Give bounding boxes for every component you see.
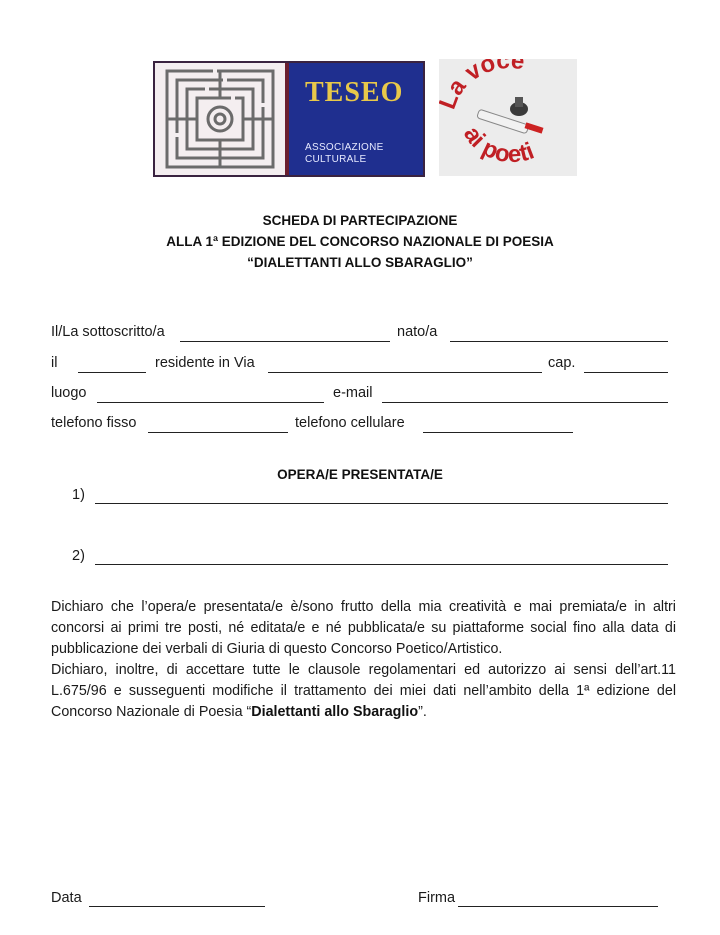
opera-2-field[interactable]	[95, 564, 668, 565]
contest-edition-heading: ALLA 1ª EDIZIONE DEL CONCORSO NAZIONALE DI POESIA	[166, 234, 554, 249]
teseo-logo	[153, 61, 425, 177]
teseo-wordmark: TESEO	[305, 77, 404, 108]
nato-label: nato/a	[397, 324, 438, 340]
residente-label: residente in Via	[155, 355, 255, 371]
declaration-text	[51, 597, 676, 723]
tel-fisso-label: telefono fisso	[51, 415, 137, 431]
svg-text:ai poeti: ai poeti	[458, 121, 538, 169]
declaration-paragraph-2: Dichiaro, inoltre, di accettare tutte le clausole regolamentari ed autorizzo ai sensi dell’art.11 L.675/96 e susseguenti modifiche il trattamento dei miei dati nell’ambito della 1ª edizione del Concorso Nazionale di Poesia “Dialettanti allo Sbaraglio”.	[51, 662, 676, 720]
opera-1-label: 1)	[72, 487, 85, 503]
sottoscritto-field[interactable]	[180, 341, 390, 342]
contest-name-bold: Dialettanti allo Sbaraglio	[251, 704, 419, 720]
tel-fisso-field[interactable]	[148, 432, 288, 433]
firma-field[interactable]	[458, 906, 658, 907]
via-field[interactable]	[268, 372, 542, 373]
il-label: il	[51, 355, 58, 371]
email-field[interactable]	[382, 402, 668, 403]
luogo-label: luogo	[51, 385, 87, 401]
opera-1-field[interactable]	[95, 503, 668, 504]
opere-title: OPERA/E PRESENTATA/E	[277, 467, 443, 482]
la-voce-ai-poeti-logo	[439, 59, 577, 176]
svg-text:La voce: a voce	[441, 59, 526, 101]
data-label: Data	[51, 890, 82, 906]
cap-field[interactable]	[584, 372, 668, 373]
form-title: SCHEDA DI PARTECIPAZIONE	[262, 213, 458, 228]
tel-cell-label: telefono cellulare	[295, 415, 405, 431]
email-label: e-mail	[333, 385, 373, 401]
luogo-field[interactable]	[97, 402, 324, 403]
declaration-paragraph-1: Dichiaro che l’opera/e presentata/e è/sono frutto della mia creatività e mai premiata/e in altri concorsi ai primi tre posti, né editata/e e né pubblicata/e su piattaforme social fino alla data di pubblicazione dei verbali di Giuria di questo Concorso Poetico/Artistico.	[51, 599, 676, 657]
firma-label: Firma	[418, 890, 456, 906]
cap-label: cap.	[548, 355, 576, 371]
labyrinth-icon	[155, 63, 289, 175]
opera-2-label: 2)	[72, 548, 85, 564]
data-field[interactable]	[89, 906, 265, 907]
sottoscritto-label: Il/La sottoscritto/a	[51, 324, 165, 340]
nato-field[interactable]	[450, 341, 668, 342]
tel-cell-field[interactable]	[423, 432, 573, 433]
teseo-subtitle: ASSOCIAZIONE CULTURALE	[305, 142, 384, 165]
data-nascita-field[interactable]	[78, 372, 146, 373]
contest-name-heading: “DIALETTANTI ALLO SBARAGLIO”	[247, 255, 473, 270]
microphone-icon	[477, 97, 544, 134]
